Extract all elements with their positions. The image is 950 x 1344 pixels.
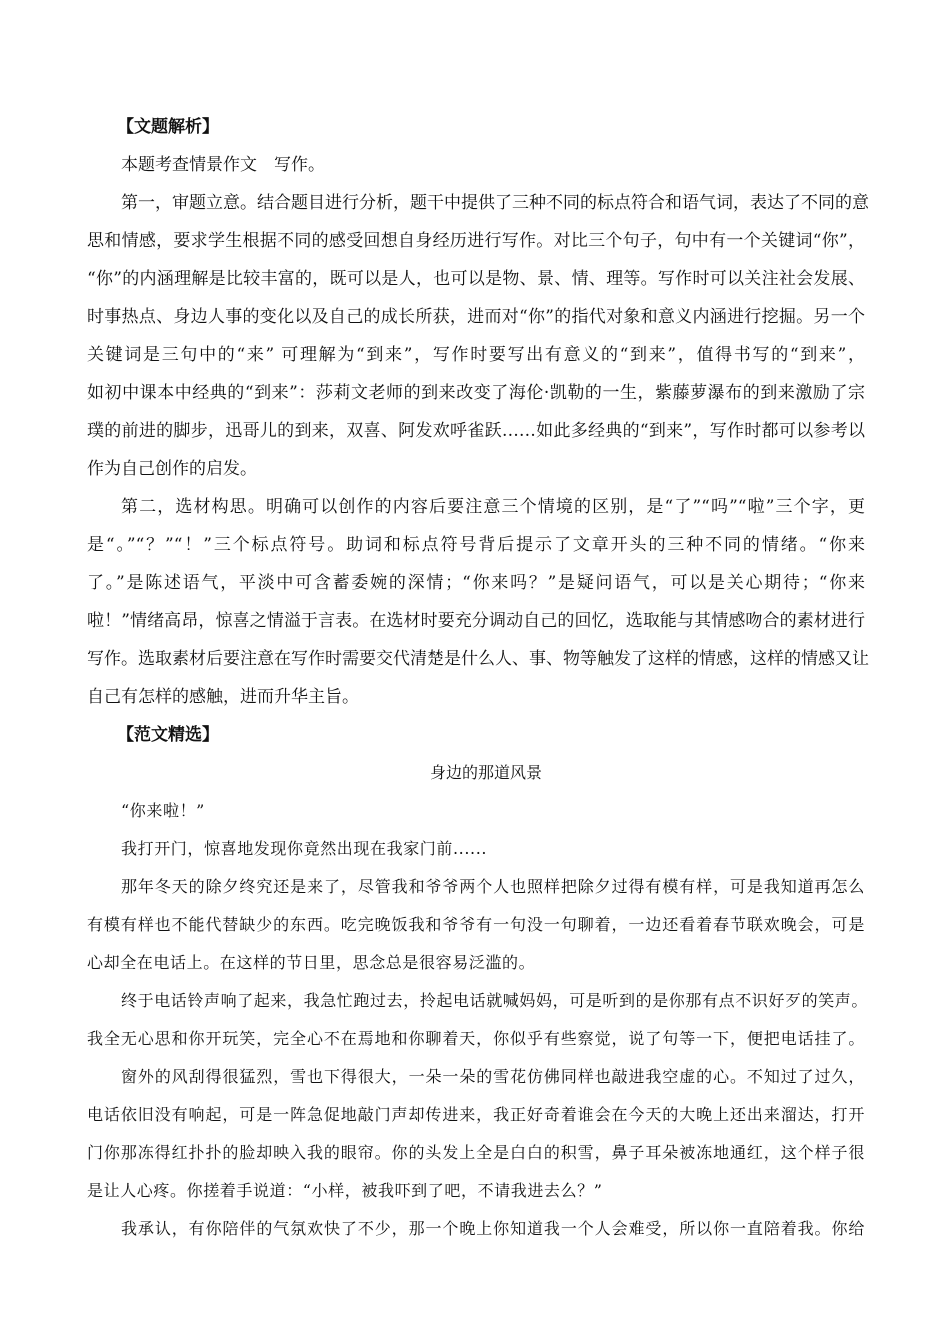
- analysis-paragraph-line: 本题考查情景作文 写作。: [121, 155, 325, 175]
- essay-line: 有模有样也不能代替缺少的东西。吃完晚饭我和爷爷有一句没一句聊着，一边还看着春节联欢晚会，可是: [87, 915, 865, 934]
- essay-line: 心却全在电话上。在这样的节日里，思念总是很容易泛滥的。: [87, 953, 536, 972]
- analysis-paragraph-line: 如初中课本中经典的“到来”：莎莉文老师的到来改变了海伦·凯勒的一生，紫藤萝瀑布的到来激励了宗: [87, 383, 865, 403]
- essay-line: 我全无心思和你开玩笑，完全心不在焉地和你聊着天，你似乎有些察觉，说了句等一下，便把电话挂了。: [87, 1029, 865, 1048]
- essay-line: 窗外的风刮得很猛烈，雪也下得很大，一朵一朵的雪花仿佛同样也敲进我空虚的心。不知过了过久，: [121, 1067, 865, 1086]
- essay-line: 终于电话铃声响了起来，我急忙跑过去，拎起电话就喊妈妈，可是听到的是你那有点不识好歹的笑声。: [121, 991, 869, 1010]
- essay-line: 那年冬天的除夕终究还是来了，尽管我和爷爷两个人也照样把除夕过得有模有样，可是我知道再怎么: [121, 877, 865, 896]
- essay-line: 是让人心疼。你搓着手说道：“小样，被我吓到了吧，不请我进去么？”: [87, 1181, 603, 1200]
- analysis-paragraph-line: 是“。”“？”“！”三个标点符号。助词和标点符号背后提示了文章开头的三种不同的情绪。“你来: [87, 535, 865, 555]
- analysis-paragraph-line: 时事热点、身边人事的变化以及自己的成长所获，进而对“你”的指代对象和意义内涵进行挖掘。另一个: [87, 307, 865, 327]
- analysis-paragraph-line: 写作。选取素材后要注意在写作时需要交代清楚是什么人、事、物等触发了这样的情感，这样的情感又让: [87, 649, 869, 669]
- essay-line: 门你那冻得红扑扑的脸却映入我的眼帘。你的头发上全是白白的积雪，鼻子耳朵被冻地通红，这个样子很: [87, 1143, 865, 1162]
- analysis-paragraph-line: 思和情感，要求学生根据不同的感受回想自身经历进行写作。对比三个句子，句中有一个关键词“你”，: [87, 231, 865, 251]
- analysis-heading: 【文题解析】: [117, 117, 219, 137]
- essay-line: 我打开门，惊喜地发现你竟然出现在我家门前......: [121, 839, 488, 858]
- analysis-paragraph-line: 啦！”情绪高昂，惊喜之情溢于言表。在选材时要充分调动自己的回忆，选取能与其情感吻合的素材进行: [87, 611, 865, 631]
- essay-line: 我承认，有你陪伴的气氛欢快了不少，那一个晚上你知道我一个人会难受，所以你一直陪着我。你给: [121, 1219, 865, 1238]
- analysis-paragraph-line: “你”的内涵理解是比较丰富的，既可以是人，也可以是物、景、情、理等。写作时可以关注社会发展、: [87, 269, 865, 289]
- essay-title: 身边的那道风景: [429, 763, 542, 782]
- analysis-paragraph-line: 第二，选材构思。明确可以创作的内容后要注意三个情境的区别，是“了”“吗”“啦”三个字，更: [121, 497, 865, 517]
- analysis-paragraph-line: 第一，审题立意。结合题目进行分析，题干中提供了三种不同的标点符合和语气词，表达了不同的意: [121, 193, 869, 213]
- essay-line: “你来啦！”: [121, 801, 205, 820]
- document-page: [87, 108, 869, 1248]
- analysis-paragraph-line: 作为自己创作的启发。: [87, 459, 257, 479]
- sample-heading: 【范文精选】: [117, 725, 219, 745]
- analysis-paragraph-line: 自己有怎样的感触，进而升华主旨。: [87, 687, 359, 707]
- essay-line: 电话依旧没有响起，可是一阵急促地敲门声却传进来，我正好奇着谁会在今天的大晚上还出来溜达，打开: [87, 1105, 865, 1124]
- analysis-paragraph-line: 了。”是陈述语气，平淡中可含蓄委婉的深情；“你来吗？”是疑问语气，可以是关心期待；“你来: [87, 573, 865, 593]
- analysis-paragraph-line: 璞的前进的脚步，迅哥儿的到来，双喜、阿发欢呼雀跃……如此多经典的“到来”，写作时都可以参考以: [87, 421, 865, 441]
- analysis-paragraph-line: 关键词是三句中的“来” 可理解为“到来”，写作时要写出有意义的“到来”，值得书写的“到来”，: [87, 345, 865, 365]
